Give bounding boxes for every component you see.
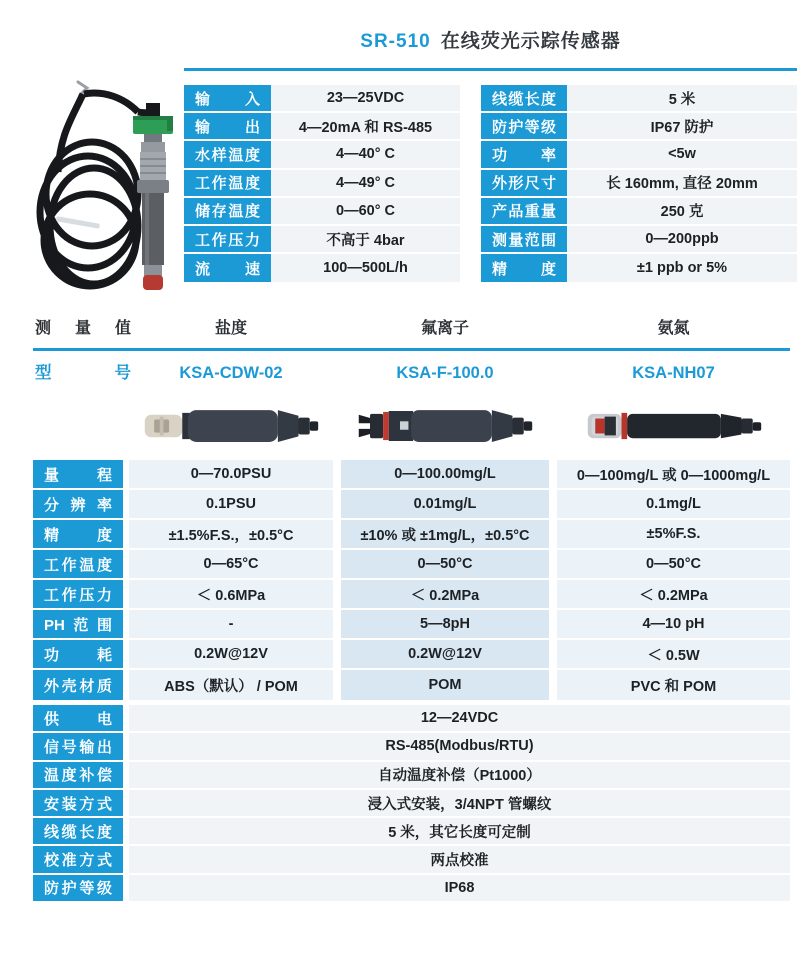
spec-label-text: 校准方式 xyxy=(44,852,112,870)
spec-label xyxy=(33,460,123,490)
spec-label-text: 防护等级 xyxy=(492,118,556,136)
spec-label xyxy=(33,762,123,790)
spec-label xyxy=(481,254,567,282)
spec-value: 4—10 pH xyxy=(557,610,790,640)
spec-value: 100—500L/h xyxy=(271,254,460,282)
spec-label-text: 线缆长度 xyxy=(492,90,556,108)
salinity-probe-illustration xyxy=(141,404,321,448)
spec-label-text: 量程 xyxy=(44,466,112,484)
spec-label xyxy=(33,790,123,818)
spec-label xyxy=(184,226,271,254)
spec-value: 0—60° C xyxy=(271,198,460,226)
spec-label-text: 精度 xyxy=(44,526,112,544)
model-row-label: 型号 xyxy=(35,364,131,382)
spec-label-text: 储存温度 xyxy=(195,203,260,221)
spec-value: 自动温度补偿（Pt1000） xyxy=(129,762,790,790)
spec-value: 4—40° C xyxy=(271,141,460,169)
spec-label xyxy=(33,640,123,670)
spec-label-text: 工作温度 xyxy=(195,175,260,193)
spec-label xyxy=(33,818,123,846)
spec-label xyxy=(481,141,567,169)
ammonia-probe-illustration xyxy=(584,404,764,448)
spec-label xyxy=(33,846,123,874)
spec-label xyxy=(184,85,271,113)
comparison-column-ammonia xyxy=(557,460,790,700)
spec-label xyxy=(481,226,567,254)
sensor-photo-ammonia xyxy=(557,396,790,456)
spec-label-text: 功率 xyxy=(492,146,556,164)
sensor-photo-fluoride xyxy=(341,396,549,456)
spec-label xyxy=(481,170,567,198)
spec-value: 浸入式安装，3/4NPT 管螺纹 xyxy=(129,790,790,818)
spec-value: ±1 ppb or 5% xyxy=(567,254,797,282)
spec-value: RS-485(Modbus/RTU) xyxy=(129,733,790,761)
spec-label-text: 工作压力 xyxy=(44,586,112,604)
spec-label-text: 防护等级 xyxy=(44,880,112,898)
spec-label xyxy=(184,113,271,141)
spec-label xyxy=(33,490,123,520)
spec-table-left xyxy=(184,85,460,282)
spec-value: 0.2W@12V xyxy=(341,640,549,670)
spec-label-text: 外形尺寸 xyxy=(492,175,556,193)
spec-value: ±1.5%F.S.，±0.5°C xyxy=(129,520,333,550)
spec-label xyxy=(481,198,567,226)
spec-value: ＜ 0.6MPa xyxy=(129,580,333,610)
page-title xyxy=(184,26,797,53)
spec-value: IP67 防护 xyxy=(567,113,797,141)
spec-value: IP68 xyxy=(129,875,790,903)
spec-label-text: 水样温度 xyxy=(195,146,260,164)
spec-label xyxy=(184,170,271,198)
spec-value: 0—200ppb xyxy=(567,226,797,254)
spec-value: 0—50°C xyxy=(557,550,790,580)
spec-label xyxy=(184,254,271,282)
spec-value: 长 160mm, 直径 20mm xyxy=(567,170,797,198)
spec-value: 23—25VDC xyxy=(271,85,460,113)
spec-value: ＜ 0.5W xyxy=(557,640,790,670)
spec-label xyxy=(33,705,123,733)
spec-label-text: 流速 xyxy=(195,260,260,278)
spec-value: 0—50°C xyxy=(341,550,549,580)
spec-value: 4—20mA 和 RS-485 xyxy=(271,113,460,141)
sensor-with-cable-illustration xyxy=(20,76,178,294)
measure-name-ammonia: 氨氮 xyxy=(657,320,690,337)
common-spec-value-column xyxy=(129,705,790,903)
spec-value: PVC 和 POM xyxy=(557,670,790,700)
spec-label xyxy=(33,520,123,550)
product-name: 在线荧光示踪传感器 xyxy=(440,31,621,52)
spec-value: 5 米，其它长度可定制 xyxy=(129,818,790,846)
spec-label xyxy=(33,875,123,903)
spec-value: 0.01mg/L xyxy=(341,490,549,520)
spec-value: 两点校准 xyxy=(129,846,790,874)
spec-value: 0—65°C xyxy=(129,550,333,580)
spec-label xyxy=(33,580,123,610)
spec-label-text: 输出 xyxy=(195,118,260,136)
spec-value: ＜ 0.2MPa xyxy=(557,580,790,610)
section-divider xyxy=(33,348,790,351)
spec-value: ＜ 0.2MPa xyxy=(341,580,549,610)
spec-value: 5—8pH xyxy=(341,610,549,640)
spec-label-text: 输入 xyxy=(195,90,260,108)
spec-label-text: 信号输出 xyxy=(44,738,112,756)
spec-value: 0.1mg/L xyxy=(557,490,790,520)
spec-label xyxy=(184,198,271,226)
measure-name-salinity: 盐度 xyxy=(214,320,247,337)
spec-value: POM xyxy=(341,670,549,700)
spec-value: 0.1PSU xyxy=(129,490,333,520)
fluoride-probe-illustration xyxy=(355,404,535,448)
spec-value: 250 克 xyxy=(567,198,797,226)
spec-label-text: 供电 xyxy=(44,710,112,728)
spec-label-text: PH范围 xyxy=(44,616,112,634)
spec-label-text: 安装方式 xyxy=(44,795,112,813)
spec-value: 0.2W@12V xyxy=(129,640,333,670)
spec-label xyxy=(33,610,123,640)
spec-label-text: 分辨率 xyxy=(44,496,112,514)
spec-value: 4—49° C xyxy=(271,170,460,198)
spec-value: ±5%F.S. xyxy=(557,520,790,550)
title-divider xyxy=(184,68,797,71)
spec-value: 不高于 4bar xyxy=(271,226,460,254)
spec-label-text: 工作温度 xyxy=(44,556,112,574)
spec-label xyxy=(481,113,567,141)
spec-label xyxy=(481,85,567,113)
spec-label-text: 精度 xyxy=(492,260,556,278)
spec-value: 12—24VDC xyxy=(129,705,790,733)
comparison-label-column xyxy=(33,460,123,700)
measure-row-label: 测量值 xyxy=(35,320,131,337)
measure-name-fluoride: 氟离子 xyxy=(420,320,469,337)
spec-label-text: 测量范围 xyxy=(492,231,556,249)
model-number-3: KSA-NH07 xyxy=(632,364,715,382)
model-number-1: KSA-CDW-02 xyxy=(179,364,283,382)
product-photo xyxy=(20,76,178,294)
spec-value: ±10% 或 ±1mg/L，±0.5°C xyxy=(341,520,549,550)
spec-label-text: 温度补偿 xyxy=(44,767,112,785)
sensor-photo-salinity xyxy=(129,396,333,456)
spec-table-right xyxy=(481,85,797,282)
spec-value: ABS（默认） / POM xyxy=(129,670,333,700)
spec-label xyxy=(33,550,123,580)
spec-value: 5 米 xyxy=(567,85,797,113)
comparison-column-salinity xyxy=(129,460,333,700)
spec-label-text: 线缆长度 xyxy=(44,823,112,841)
spec-label-text: 功耗 xyxy=(44,646,112,664)
model-number-2: KSA-F-100.0 xyxy=(396,364,494,382)
spec-value: 0—100.00mg/L xyxy=(341,460,549,490)
spec-label-text: 产品重量 xyxy=(492,203,556,221)
spec-label xyxy=(33,670,123,700)
spec-label-text: 外壳材质 xyxy=(44,677,112,695)
comparison-column-fluoride xyxy=(341,460,549,700)
spec-label xyxy=(184,141,271,169)
spec-label xyxy=(33,733,123,761)
spec-value: 0—70.0PSU xyxy=(129,460,333,490)
spec-label-text: 工作压力 xyxy=(195,231,260,249)
product-model-code: SR-510 xyxy=(360,31,431,52)
spec-value: 0—100mg/L 或 0—1000mg/L xyxy=(557,460,790,490)
spec-value: <5w xyxy=(567,141,797,169)
common-spec-label-column xyxy=(33,705,123,903)
spec-value: - xyxy=(129,610,333,640)
